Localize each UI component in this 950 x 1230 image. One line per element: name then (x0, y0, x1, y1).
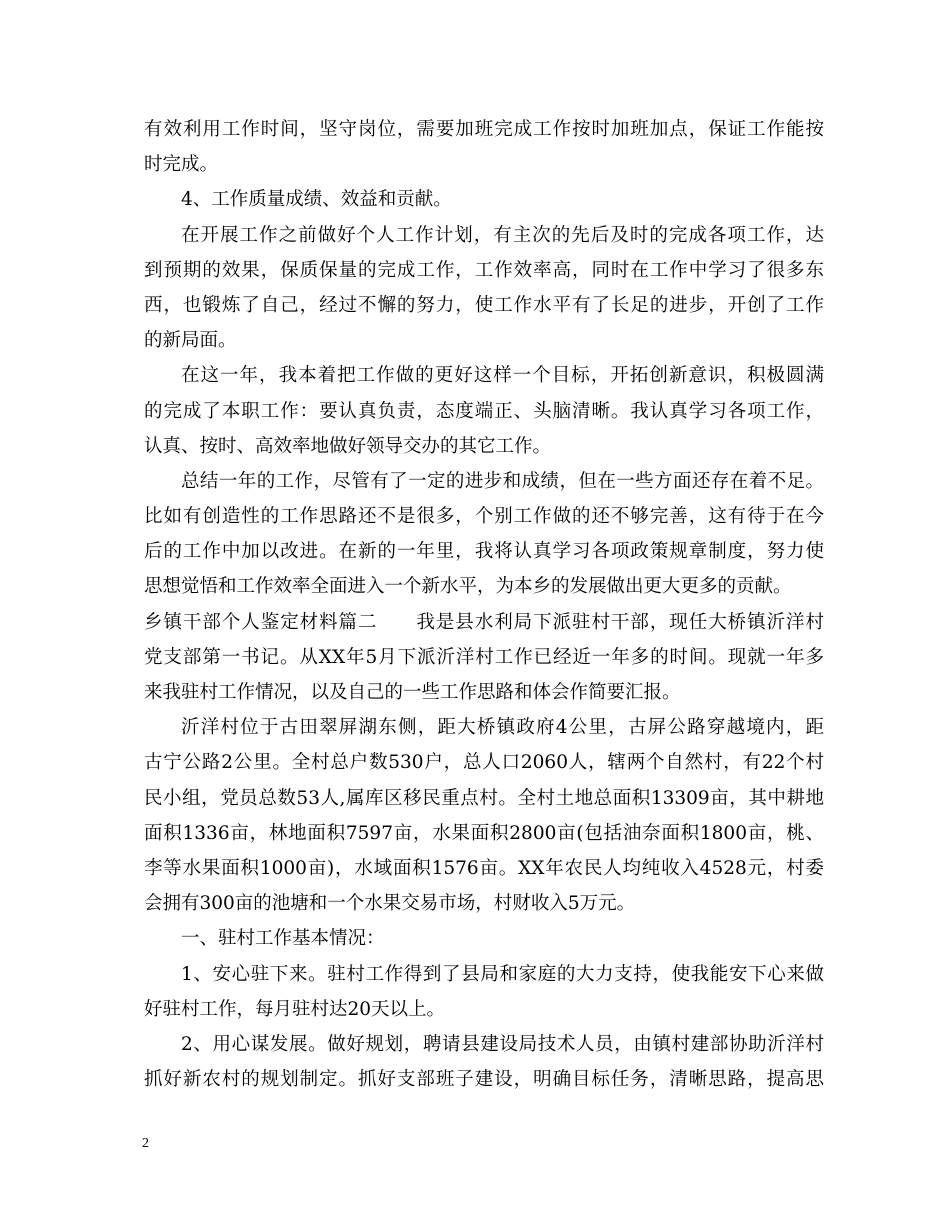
text-line: 面积1336亩，林地面积7597亩，水果面积2800亩(包括油奈面积1800亩，桃、 (144, 822, 824, 844)
text-line: 的新局面。 (144, 330, 237, 352)
text-line: 的完成了本职工作：要认真负责，态度端正、头脑清晰。我认真学习各项工作， (144, 400, 824, 422)
text-line: 后的工作中加以改进。在新的一年里，我将认真学习各项政策规章制度，努力使 (144, 541, 824, 563)
text-line: 2、用心谋发展。做好规划，聘请县建设局技术人员，由镇村建部协助沂洋村 (181, 1033, 824, 1055)
text-line: 沂洋村位于古田翠屏湖东侧，距大桥镇政府4公里，古屏公路穿越境内，距 (181, 717, 824, 739)
text-line: 会拥有300亩的池塘和一个水果交易市场，村财收入5万元。 (144, 893, 636, 915)
text-line: 好驻村工作，每月驻村达20天以上。 (144, 998, 446, 1020)
document-body (144, 112, 824, 1097)
text-line: 民小组，党员总数53人,属库区移民重点村。全村土地总面积13309亩，其中耕地 (144, 787, 824, 809)
text-line: 1、安心驻下来。驻村工作得到了县局和家庭的大力支持，使我能安下心来做 (181, 963, 824, 985)
page-number: 2 (142, 1136, 149, 1151)
section-heading: 4、工作质量成绩、效益和贡献。 (181, 189, 452, 211)
text-line: 在这一年，我本着把工作做的更好这样一个目标，开拓创新意识，积极圆满 (181, 365, 824, 387)
text-line: 来我驻村工作情况，以及自己的一些工作思路和体会作简要汇报。 (144, 682, 681, 703)
text-line: 思想觉悟和工作效率全面进入一个新水平，为本乡的发展做出更大更多的贡献。 (144, 576, 792, 598)
text-line: 李等水果面积1000亩)，水域面积1576亩。XX年农民人均纯收入4528元，村委 (144, 857, 824, 879)
text-line: 总结一年的工作，尽管有了一定的进步和成绩，但在一些方面还存在着不足。 (181, 470, 824, 492)
text-line: 在开展工作之前做好个人工作计划，有主次的先后及时的完成各项工作，达 (181, 224, 824, 246)
text-line: 时完成。 (144, 154, 219, 176)
text-line: 有效利用工作时间，坚守岗位，需要加班完成工作按时加班加点，保证工作能按 (144, 119, 824, 140)
text-line: 党支部第一书记。从XX年5月下派沂洋村工作已经近一年多的时间。现就一年多 (144, 646, 824, 668)
text-line: 抓好新农村的规划制定。抓好支部班子建设，明确目标任务，清晰思路，提高思 (144, 1069, 824, 1091)
text-line: 到预期的效果，保质保量的完成工作，工作效率高，同时在工作中学习了很多东 (144, 259, 824, 281)
text-line: 比如有创造性的工作思路还不是很多，个别工作做的还不够完善，这有待于在今 (144, 506, 824, 528)
section-heading: 一、驻村工作基本情况： (181, 928, 385, 950)
text-line: 认真、按时、高效率地做好领导交办的其它工作。 (144, 435, 552, 457)
text-line: 古宁公路2公里。全村总户数530户，总人口2060人，辖两个自然村，有22个村 (144, 752, 824, 774)
text-line: 乡镇干部个人鉴定材料篇二 我是县水利局下派驻村干部，现任大桥镇沂洋村 (144, 611, 824, 633)
text-line: 西，也锻炼了自己，经过不懈的努力，使工作水平有了长足的进步，开创了工作 (144, 294, 824, 316)
